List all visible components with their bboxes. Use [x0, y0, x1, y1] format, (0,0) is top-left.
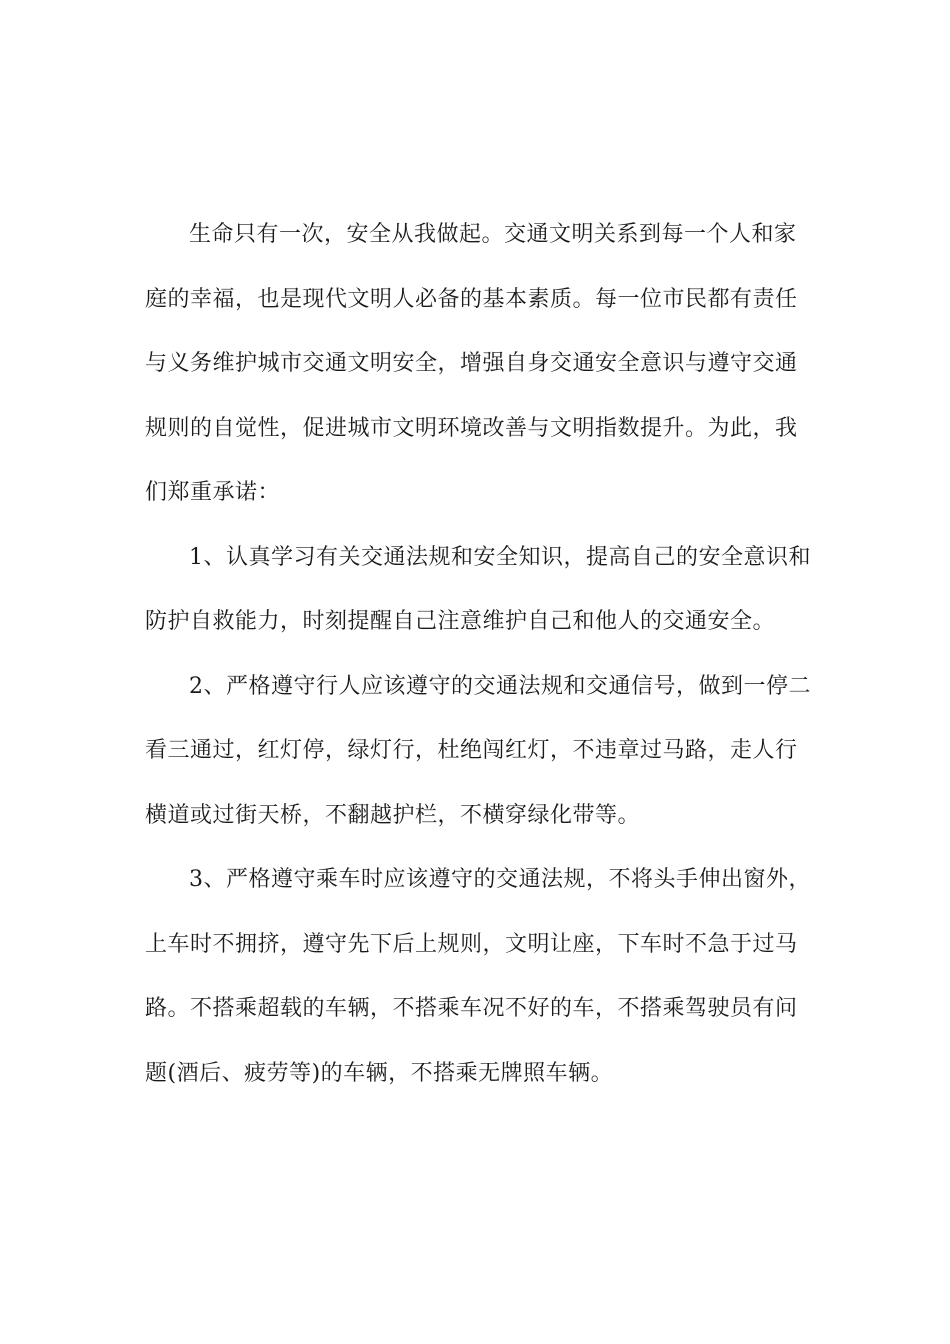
text-line: 2、严格遵守行人应该遵守的交通法规和交通信号，做到一停二	[189, 673, 811, 699]
text-line: 看三通过，红灯停，绿灯行，杜绝闯红灯，不违章过马路，走人行	[145, 738, 798, 763]
text-line: 生命只有一次，安全从我做起。交通文明关系到每一个人和家	[189, 222, 797, 247]
text-line: 路。不搭乘超载的车辆，不搭乘车况不好的车，不搭乘驾驶员有问	[145, 996, 798, 1021]
paragraph-intro	[145, 203, 807, 526]
text-line: 上车时不拥挤，遵守先下后上规则，文明让座，下车时不急于过马	[145, 931, 798, 957]
text-line: 题(酒后、疲劳等)的车辆，不搭乘无牌照车辆。	[145, 1060, 614, 1086]
paragraph-pledge-1	[145, 526, 811, 655]
text-line: 庭的幸福，也是现代文明人必备的基本素质。每一位市民都有责任	[145, 286, 798, 312]
text-line: 们郑重承诺：	[145, 480, 281, 505]
document-body	[145, 203, 811, 1106]
paragraph-pledge-3	[145, 848, 811, 1106]
text-line: 3、严格遵守乘车时应该遵守的交通法规，不将头手伸出窗外，	[189, 867, 811, 892]
text-line: 横道或过街天桥，不翻越护栏，不横穿绿化带等。	[145, 802, 641, 828]
text-line: 规则的自觉性，促进城市文明环境改善与文明指数提升。为此，我	[145, 415, 798, 441]
text-line: 1、认真学习有关交通法规和安全知识，提高自己的安全意识和	[189, 544, 811, 570]
text-line: 防护自救能力，时刻提醒自己注意维护自己和他人的交通安全。	[145, 609, 776, 634]
text-line: 与义务维护城市交通文明安全，增强自身交通安全意识与遵守交通	[145, 351, 798, 376]
paragraph-pledge-2	[145, 655, 811, 849]
